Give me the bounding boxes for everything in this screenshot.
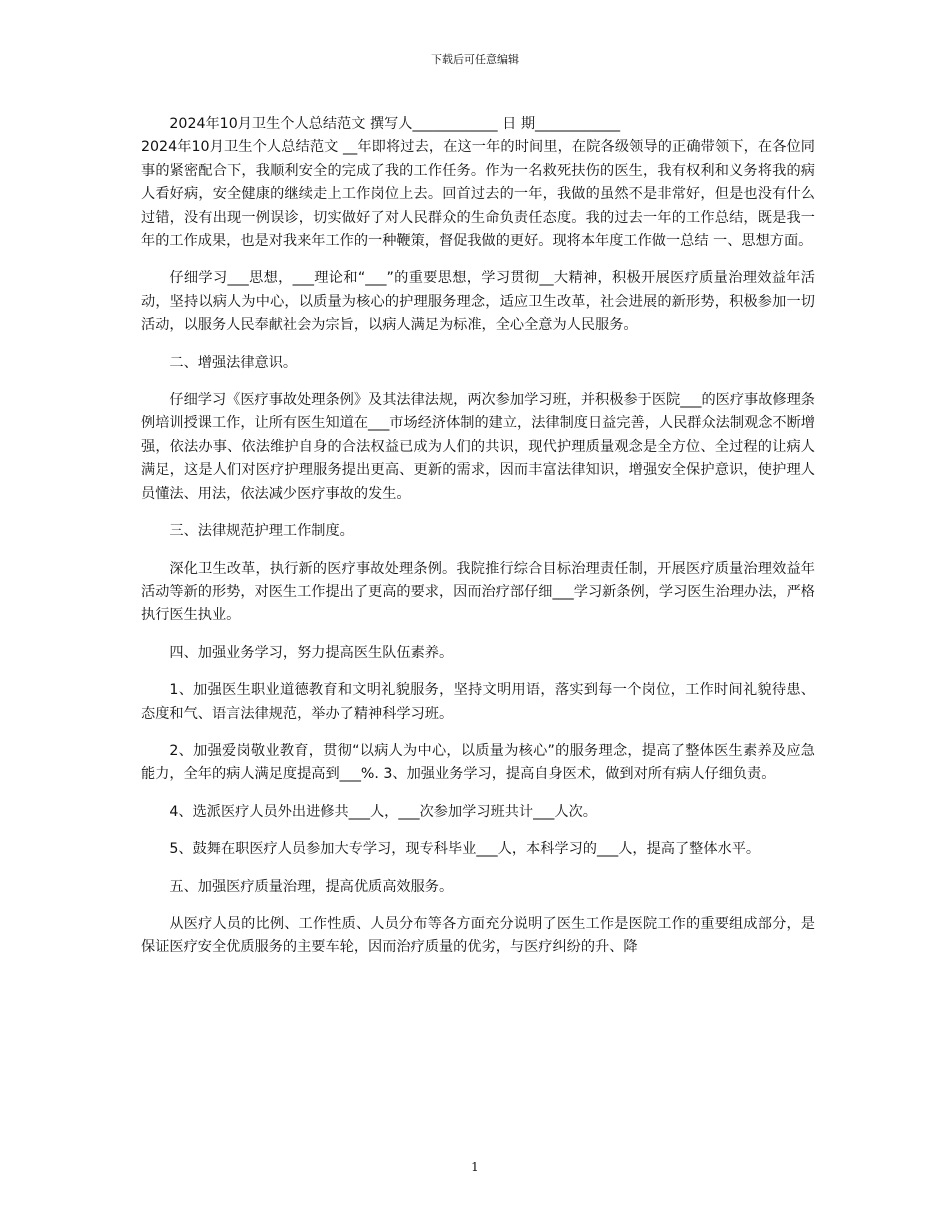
page-number: 1 [471, 1160, 479, 1174]
section-heading: 三、法律规范护理工作制度。 [169, 523, 354, 540]
document-title-line: 2024年10月卫生个人总结范文 撰写人____________ 日 期____________ [169, 116, 621, 132]
document-body [141, 113, 815, 974]
section-heading: 五、加强医疗质量治理，提高优质高效服务。 [169, 878, 454, 895]
paragraph: 仔细学习___思想，___理论和“___”的重要思想，学习贯彻__大精神，积极开展医疗质量治理效益年活动，坚持以病人为中心，以质量为核心的护理服务理念，适应卫生改革，社会进展的新形势，积极参加一切活动，以服务人民奉献社会为宗旨，以病人满足为标准，全心全意为人民服务。 [141, 270, 815, 334]
page-header: 下载后可任意编辑 [431, 53, 519, 66]
list-item: 1、加强医生职业道德教育和文明礼貌服务，坚持文明用语，落实到每一个岗位，工作时间礼貌待患、态度和气、语言法律规范，举办了精神科学习班。 [141, 682, 815, 722]
section-heading: 二、增强法律意识。 [169, 354, 298, 371]
list-item: 5、鼓舞在职医疗人员参加大专学习，现专科毕业___人，本科学习的___人，提高了整体水平。 [169, 841, 761, 858]
paragraph: 仔细学习《医疗事故处理条例》及其法律法规，两次参加学习班，并积极参于医院___的医疗事故修理条例培训授课工作，让所有医生知道在___市场经济体制的建立，法律制度日益完善，人民群众法制观念不断增强，依法办事、依法维护自身的合法权益已成为人们的共识，现代护理质量观念是全方位、全过程的让病人满足，这是人们对医疗护理服务提出更高、更新的需求，因而丰富法律知识，增强安全保护意识，使护理人员懂法、用法，依法减少医疗事故的发生。 [141, 392, 815, 502]
paragraph: 深化卫生改革，执行新的医疗事故处理条例。我院推行综合目标治理责任制，开展医疗质量治理效益年活动等新的形势，对医生工作提出了更高的要求，因而治疗部仔细___学习新条例，学习医生治理办法，严格执行医生执业。 [141, 560, 815, 624]
paragraph: 从医疗人员的比例、工作性质、人员分布等各方面充分说明了医生工作是医院工作的重要组成部分，是保证医疗安全优质服务的主要车轮，因而治疗质量的优劣，与医疗纠纷的升、降 [141, 915, 815, 956]
paragraph: 2024年10月卫生个人总结范文 __年即将过去，在这一年的时间里，在院各级领导的正确带领下，在各位同事的紧密配合下，我顺利安全的完成了我的工作任务。作为一名救死扶伤的医生，我有权利和义务将我的病人看好病，安全健康的继续走上工作岗位上去。回首过去的一年，我做的虽然不是非常好，但是也没有什么过错，没有出现一例误诊，切实做好了对人民群众的生命负责任态度。我的过去一年的工作总结，既是我一年的工作成果，也是对我来年工作的一种鞭策，督促我做的更好。现将本年度工作做一总结 一、思想方面。 [141, 139, 815, 250]
list-item: 2、加强爱岗敬业教育，贯彻“以病人为中心，以质量为核心”的服务理念，提高了整体医生素养及应急能力，全年的病人满足度提高到___%. 3、加强业务学习，提高自身医术，做到对所有病人仔细负责。 [141, 742, 815, 783]
section-heading: 四、加强业务学习，努力提高医生队伍素养。 [169, 644, 454, 661]
list-item: 4、选派医疗人员外出进修共___人，___次参加学习班共计___人次。 [169, 803, 597, 820]
